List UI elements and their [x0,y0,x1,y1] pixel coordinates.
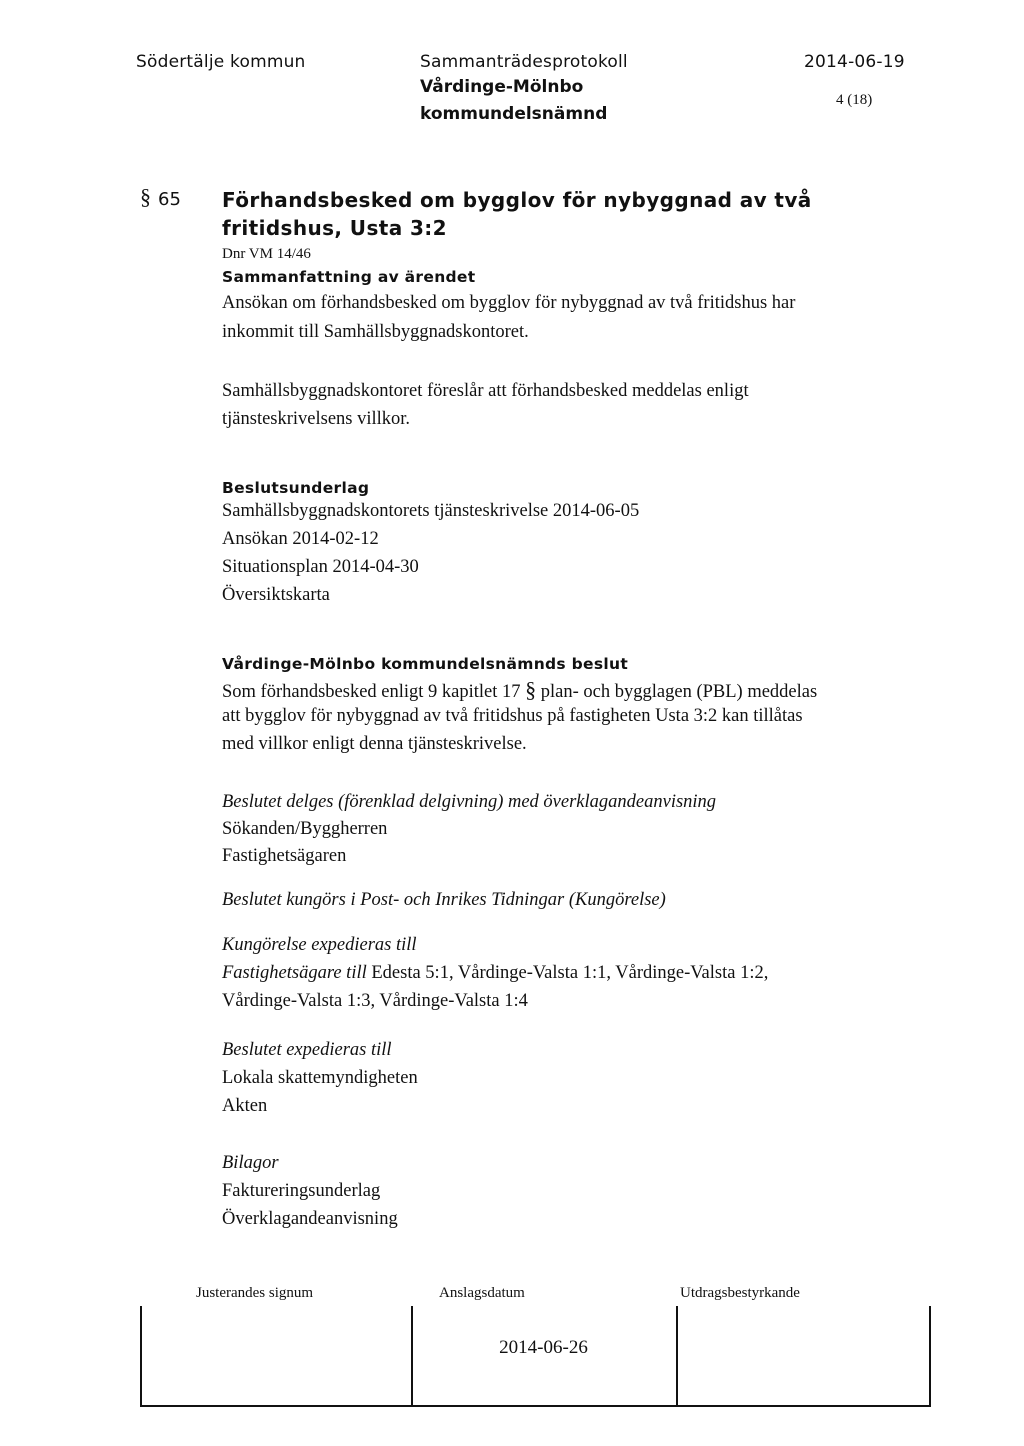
footer-divider [929,1306,931,1406]
section-number: 65 [158,189,181,210]
summary-para1-line1: Ansökan om förhandsbesked om bygglov för nybyggnad av två fritidshus har [222,293,796,313]
announce-dispatch-line1 [222,963,768,984]
footer-posting-date-value: 2014-06-26 [499,1337,588,1358]
announcement-text: Beslutet kungörs i Post- och Inrikes Tidningar (Kungörelse) [222,890,666,910]
basis-item: Översiktskarta [222,585,330,605]
section-symbol: § [140,184,151,209]
announce-dispatch-line2: Vårdinge-Valsta 1:3, Vårdinge-Valsta 1:4 [222,991,528,1011]
footer-posting-date-label: Anslagsdatum [439,1285,525,1301]
summary-para1-line2: inkommit till Samhällsbyggnadskontoret. [222,322,529,342]
attachments-heading: Bilagor [222,1153,279,1173]
dispatch-item: Lokala skattemyndigheten [222,1068,418,1088]
basis-item: Ansökan 2014-02-12 [222,529,379,549]
footer-divider [140,1306,142,1406]
basis-heading: Beslutsunderlag [222,479,370,497]
footer-signature-label: Justerandes signum [196,1285,314,1301]
diary-number: Dnr VM 14/46 [222,246,311,262]
decision-line1 [222,677,817,703]
summary-para2-line2: tjänsteskrivelsens villkor. [222,409,411,429]
header-committee-line1: Vårdinge-Mölnbo [420,77,584,97]
decision-line1-pre: Som förhandsbesked enligt 9 kapitlet 17 [222,682,526,702]
header-committee-line2: kommundelsnämnd [420,104,608,124]
delivery-item: Fastighetsägaren [222,846,347,866]
summary-heading: Sammanfattning av ärendet [222,268,476,286]
header-doc-type: Sammanträdesprotokoll [420,52,628,72]
announce-dispatch-properties: Edesta 5:1, Vårdinge-Valsta 1:1, Vårdinge-Valsta 1:2, [366,963,769,983]
decision-line1-post: plan- och bygglagen (PBL) meddelas [536,682,818,702]
footer-divider [676,1306,678,1406]
section-title-line1: Förhandsbesked om bygglov för nybyggnad av två [222,188,812,212]
footer-bottom-rule [140,1405,931,1407]
decision-line2: att bygglov för nybyggnad av två fritidshus på fastigheten Usta 3:2 kan tillåtas [222,706,803,726]
delivery-heading: Beslutet delges (förenklad delgivning) med överklagandeanvisning [222,792,717,812]
announce-dispatch-owner-label: Fastighetsägare till [222,963,367,983]
basis-item: Situationsplan 2014-04-30 [222,557,419,577]
paragraph-symbol: § [525,677,537,702]
dispatch-item: Akten [222,1096,268,1116]
attachment-item: Överklagandeanvisning [222,1209,398,1229]
header-municipality: Södertälje kommun [136,52,306,72]
summary-para2-line1: Samhällsbyggnadskontoret föreslår att förhandsbesked meddelas enligt [222,381,749,401]
footer-certification-label: Utdragsbestyrkande [680,1285,800,1301]
dispatch-heading: Beslutet expedieras till [222,1040,392,1060]
attachment-item: Faktureringsunderlag [222,1181,381,1201]
decision-heading: Vårdinge-Mölnbo kommundelsnämnds beslut [222,655,629,673]
delivery-item: Sökanden/Byggherren [222,819,388,839]
header-page-number: 4 (18) [836,92,873,108]
header-date: 2014-06-19 [804,52,905,72]
announce-dispatch-heading: Kungörelse expedieras till [222,935,417,955]
section-title-line2: fritidshus, Usta 3:2 [222,216,447,240]
basis-item: Samhällsbyggnadskontorets tjänsteskrivelse 2014-06-05 [222,501,640,521]
decision-line3: med villkor enligt denna tjänsteskrivelse. [222,734,527,754]
